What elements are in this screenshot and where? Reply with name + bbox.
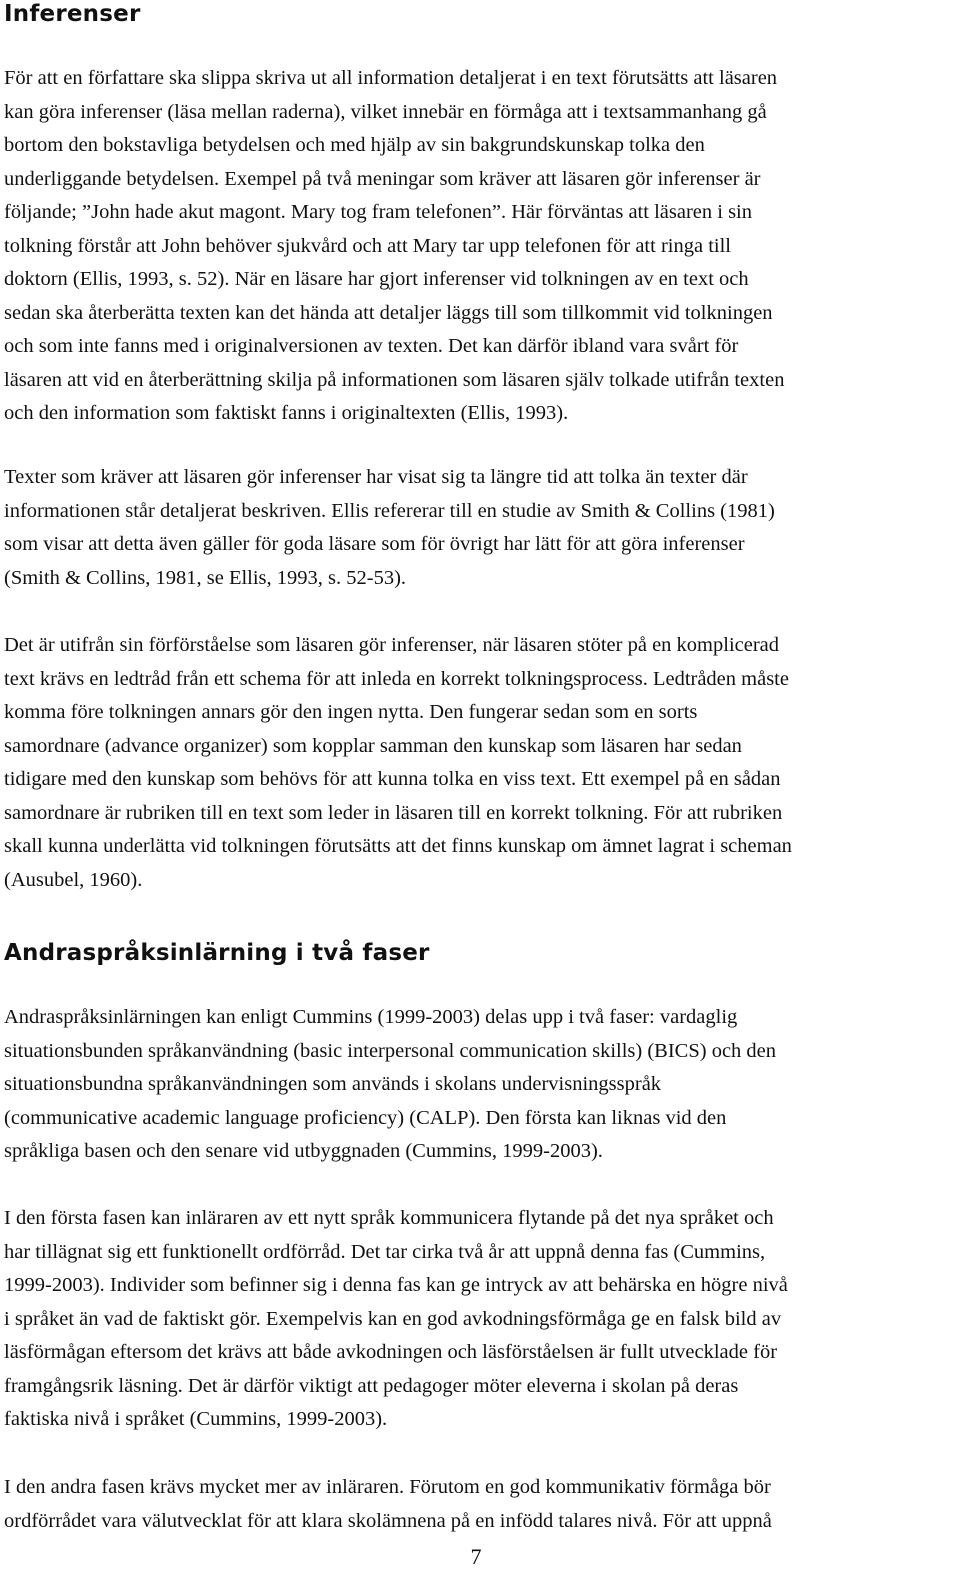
text-line: För att en författare ska slippa skriva ut all information detaljerat i en text förutsätts att läsaren [4, 67, 778, 89]
page-number: 7 [470, 1544, 482, 1569]
text-line: doktorn (Ellis, 1993, s. 52). När en läsare har gjort inferenser vid tolkningen av en text och [4, 268, 749, 290]
text-line: Texter som kräver att läsaren gör inferenser har visat sig ta längre tid att tolka än texter där [4, 466, 748, 488]
text-line: följande; ”John hade akut magont. Mary tog fram telefonen”. Här förväntas att läsaren i sin [4, 201, 752, 223]
text-line: kan göra inferenser (läsa mellan raderna), vilket innebär en förmåga att i textsammanhang gå [4, 100, 767, 123]
text-line: i språket än vad de faktiskt gör. Exempelvis kan en god avkodningsförmåga ge en falsk bild av [4, 1307, 782, 1330]
text-line: tidigare med den kunskap som behövs för att kunna tolka en viss text. Ett exempel på en sådan [4, 768, 781, 790]
text-line: har tillägnat sig ett funktionellt ordförråd. Det tar cirka två år att uppnå denna fas (Cummins, [4, 1240, 766, 1263]
text-line: Andraspråksinlärningen kan enligt Cummins (1999-2003) delas upp i två faser: vardaglig [4, 1006, 738, 1028]
text-line: samordnare (advance organizer) som kopplar samman den kunskap som läsaren har sedan [4, 734, 742, 757]
text-line: (communicative academic language proficiency) (CALP). Den första kan liknas vid den [4, 1106, 727, 1129]
text-line: och den information som faktiskt fanns i originaltexten (Ellis, 1993). [4, 402, 569, 424]
paragraph [4, 1001, 948, 1169]
text-line: komma före tolkningen annars gör den ingen nytta. Den fungerar sedan som en sorts [4, 701, 698, 723]
text-line: Det är utifrån sin förförståelse som läsaren gör inferenser, när läsaren stöter på en komplicerad [4, 634, 780, 656]
text-line: och som inte fanns med i originalversionen av texten. Det kan därför ibland vara svårt för [4, 335, 739, 357]
text-line: (Ausubel, 1960). [4, 868, 143, 891]
text-line: ordförrådet vara välutvecklat för att klara skolämnena på en infödd talares nivå. För att uppnå [4, 1509, 772, 1532]
text-line: läsförmågan eftersom det krävs att både avkodningen och läsförståelsen är fullt utvecklade för [4, 1341, 778, 1363]
text-line: samordnare är rubriken till en text som leder in läsaren till en korrekt tolkning. För att rubriken [4, 801, 783, 824]
text-line: skall kunna underlätta vid tolkningen förutsätts att det finns kunskap om ämnet lagrat i scheman [4, 835, 792, 857]
section-heading-inferenser: Inferenser [4, 1, 141, 27]
text-line: bortom den bokstavliga betydelsen och med hjälp av sin bakgrundskunskap tolka den [4, 134, 705, 156]
text-line: tolkning förstår att John behöver sjukvård och att Mary tar upp telefonen för att ringa till [4, 234, 731, 257]
text-line: underliggande betydelsen. Exempel på två meningar som kräver att läsaren gör inferenser är [4, 167, 761, 190]
text-line: faktiska nivå i språket (Cummins, 1999-2003). [4, 1408, 388, 1430]
paragraph [4, 62, 948, 431]
section-heading-andrasprak: Andraspråksinlärning i två faser [4, 940, 430, 966]
text-line: text krävs en ledtråd från ett schema för att inleda en korrekt tolkningsprocess. Ledtråden måste [4, 667, 789, 690]
paragraph [4, 1471, 948, 1538]
text-line: framgångsrik läsning. Det är därför viktigt att pedagoger möter eleverna i skolan på deras [4, 1374, 739, 1397]
text-line: som visar att detta även gäller för goda läsare som för övrigt har lätt för att göra inferenser [4, 533, 745, 555]
text-line: sedan ska återberätta texten kan det hända att detaljer läggs till som tillkommit vid tolkningen [4, 301, 773, 324]
text-line: situationsbunden språkanvändning (basic interpersonal communication skills) (BICS) och den [4, 1039, 777, 1062]
text-line: I den första fasen kan inläraren av ett nytt språk kommunicera flytande på det nya språket och [4, 1207, 774, 1229]
text-line: läsaren att vid en återberättning skilja på informationen som läsaren själv tolkade utifrån texten [4, 368, 785, 391]
text-line: informationen står detaljerat beskriven. Ellis refererar till en studie av Smith & Collins (1981) [4, 499, 775, 522]
text-line: I den andra fasen krävs mycket mer av inläraren. Förutom en god kommunikativ förmåga bör [4, 1476, 771, 1498]
paragraph [4, 1202, 948, 1437]
paragraph [4, 461, 948, 595]
text-line: (Smith & Collins, 1981, se Ellis, 1993, s. 52-53). [4, 566, 407, 589]
text-line: situationsbundna språkanvändningen som används i skolans undervisningsspråk [4, 1073, 662, 1095]
paragraph [4, 629, 948, 897]
text-line: språkliga basen och den senare vid utbyggnaden (Cummins, 1999-2003). [4, 1140, 603, 1162]
text-line: 1999-2003). Individer som befinner sig i denna fas kan ge intryck av att behärska en högre nivå [4, 1274, 788, 1296]
